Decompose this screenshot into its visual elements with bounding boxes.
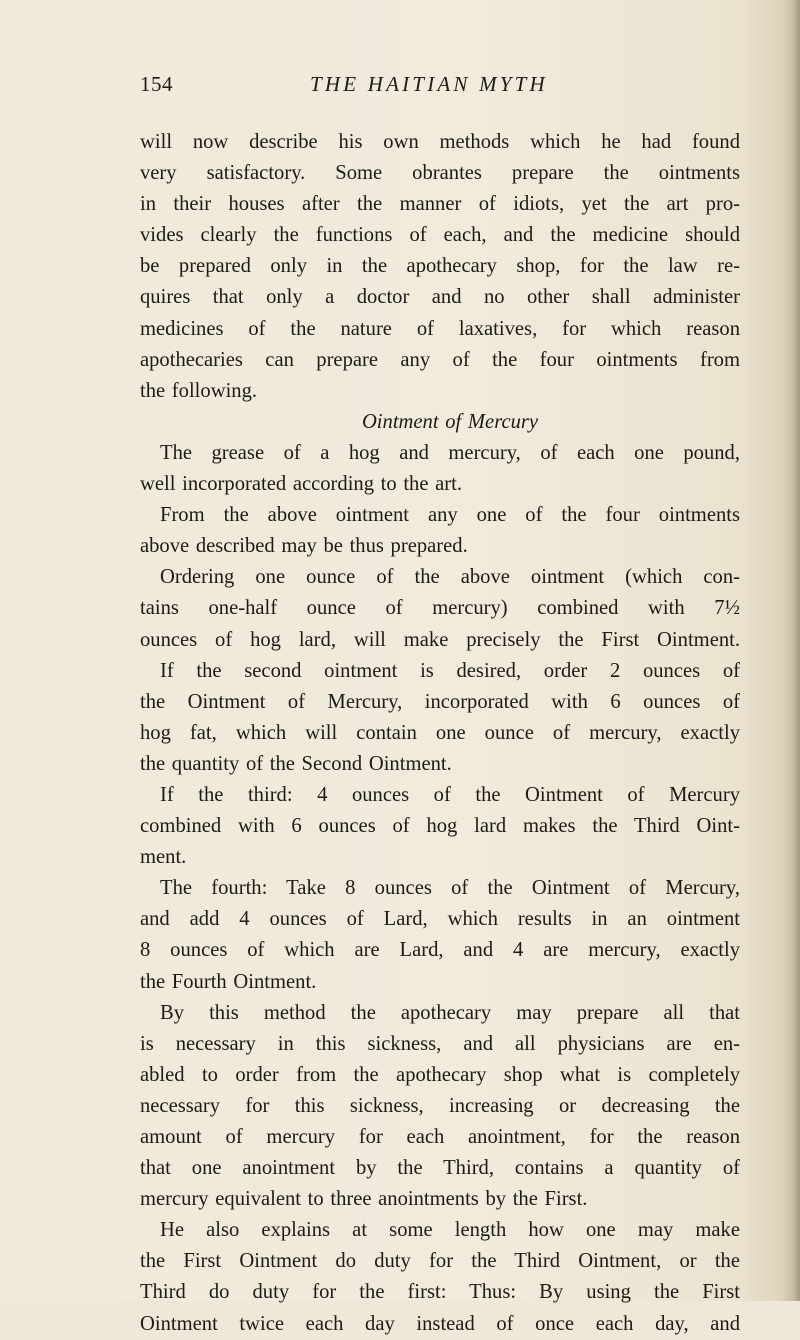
page-number: 154 xyxy=(140,72,173,96)
text-line: tains one-half ounce of mercury) combined with 7½ xyxy=(140,597,740,620)
text-line: medicines of the nature of laxatives, for which reason xyxy=(140,317,740,340)
text-line: If the second ointment is desired, order 2 ounces of xyxy=(160,659,740,682)
text-line: will now describe his own methods which he had found xyxy=(140,131,740,153)
text-line: the quantity of the Second Ointment. xyxy=(140,752,452,775)
text-line: abled to order from the apothecary shop what is completely xyxy=(140,1063,740,1086)
text-line: Ointment twice each day instead of once each day, and xyxy=(140,1312,740,1335)
page-edge-shadow xyxy=(782,0,800,1301)
text-line: The fourth: Take 8 ounces of the Ointment of Mercury, xyxy=(160,877,740,900)
text-line: above described may be thus prepared. xyxy=(140,535,468,558)
text-line: Third do duty for the first: Thus: By using the First xyxy=(140,1281,740,1304)
text-line: apothecaries can prepare any of the four ointments from xyxy=(140,348,740,371)
text-line: quires that only a doctor and no other shall administer xyxy=(140,286,740,309)
text-line: ment. xyxy=(140,846,187,869)
text-line: very satisfactory. Some obrantes prepare the ointments xyxy=(140,162,740,185)
text-line: necessary for this sickness, increasing or decreasing the xyxy=(140,1094,740,1117)
section-heading: Ointment of Mercury xyxy=(361,410,539,433)
text-line: amount of mercury for each anointment, for the reason xyxy=(140,1126,740,1148)
text-line: By this method the apothecary may prepare all that xyxy=(160,1001,740,1024)
page-header xyxy=(140,72,740,102)
text-line: the following. xyxy=(140,379,258,402)
text-line: If the third: 4 ounces of the Ointment of Mercury xyxy=(160,783,740,806)
text-line: hog fat, which will contain one ounce of mercury, exactly xyxy=(140,721,740,744)
body-text xyxy=(140,127,740,1340)
text-line: the Fourth Ointment. xyxy=(140,970,317,993)
text-line: 8 ounces of which are Lard, and 4 are mercury, exactly xyxy=(140,939,740,962)
text-line: well incorporated according to the art. xyxy=(140,473,462,496)
text-line: mercury equivalent to three anointments by the First. xyxy=(140,1188,588,1211)
text-line: that one anointment by the Third, contains a quantity of xyxy=(140,1157,740,1180)
text-line: the Ointment of Mercury, incorporated with 6 ounces of xyxy=(140,690,740,713)
running-title: THE HAITIAN MYTH xyxy=(310,72,548,96)
text-line: The grease of a hog and mercury, of each one pound, xyxy=(160,441,740,464)
text-line: vides clearly the functions of each, and the medicine should xyxy=(140,224,740,247)
text-line: in their houses after the manner of idiots, yet the art pro- xyxy=(140,193,740,216)
text-line: From the above ointment any one of the four ointments xyxy=(160,504,740,527)
text-line: be prepared only in the apothecary shop, for the law re- xyxy=(140,255,740,278)
text-line: He also explains at some length how one may make xyxy=(160,1219,740,1242)
text-line: combined with 6 ounces of hog lard makes the Third Oint- xyxy=(140,815,740,838)
text-line: the First Ointment do duty for the Third Ointment, or the xyxy=(140,1250,740,1273)
text-line: is necessary in this sickness, and all physicians are en- xyxy=(140,1032,740,1055)
text-line: ounces of hog lard, will make precisely the First Ointment. xyxy=(140,628,740,651)
text-line: Ordering one ounce of the above ointment (which con- xyxy=(160,566,740,589)
text-line: and add 4 ounces of Lard, which results in an ointment xyxy=(140,908,740,931)
